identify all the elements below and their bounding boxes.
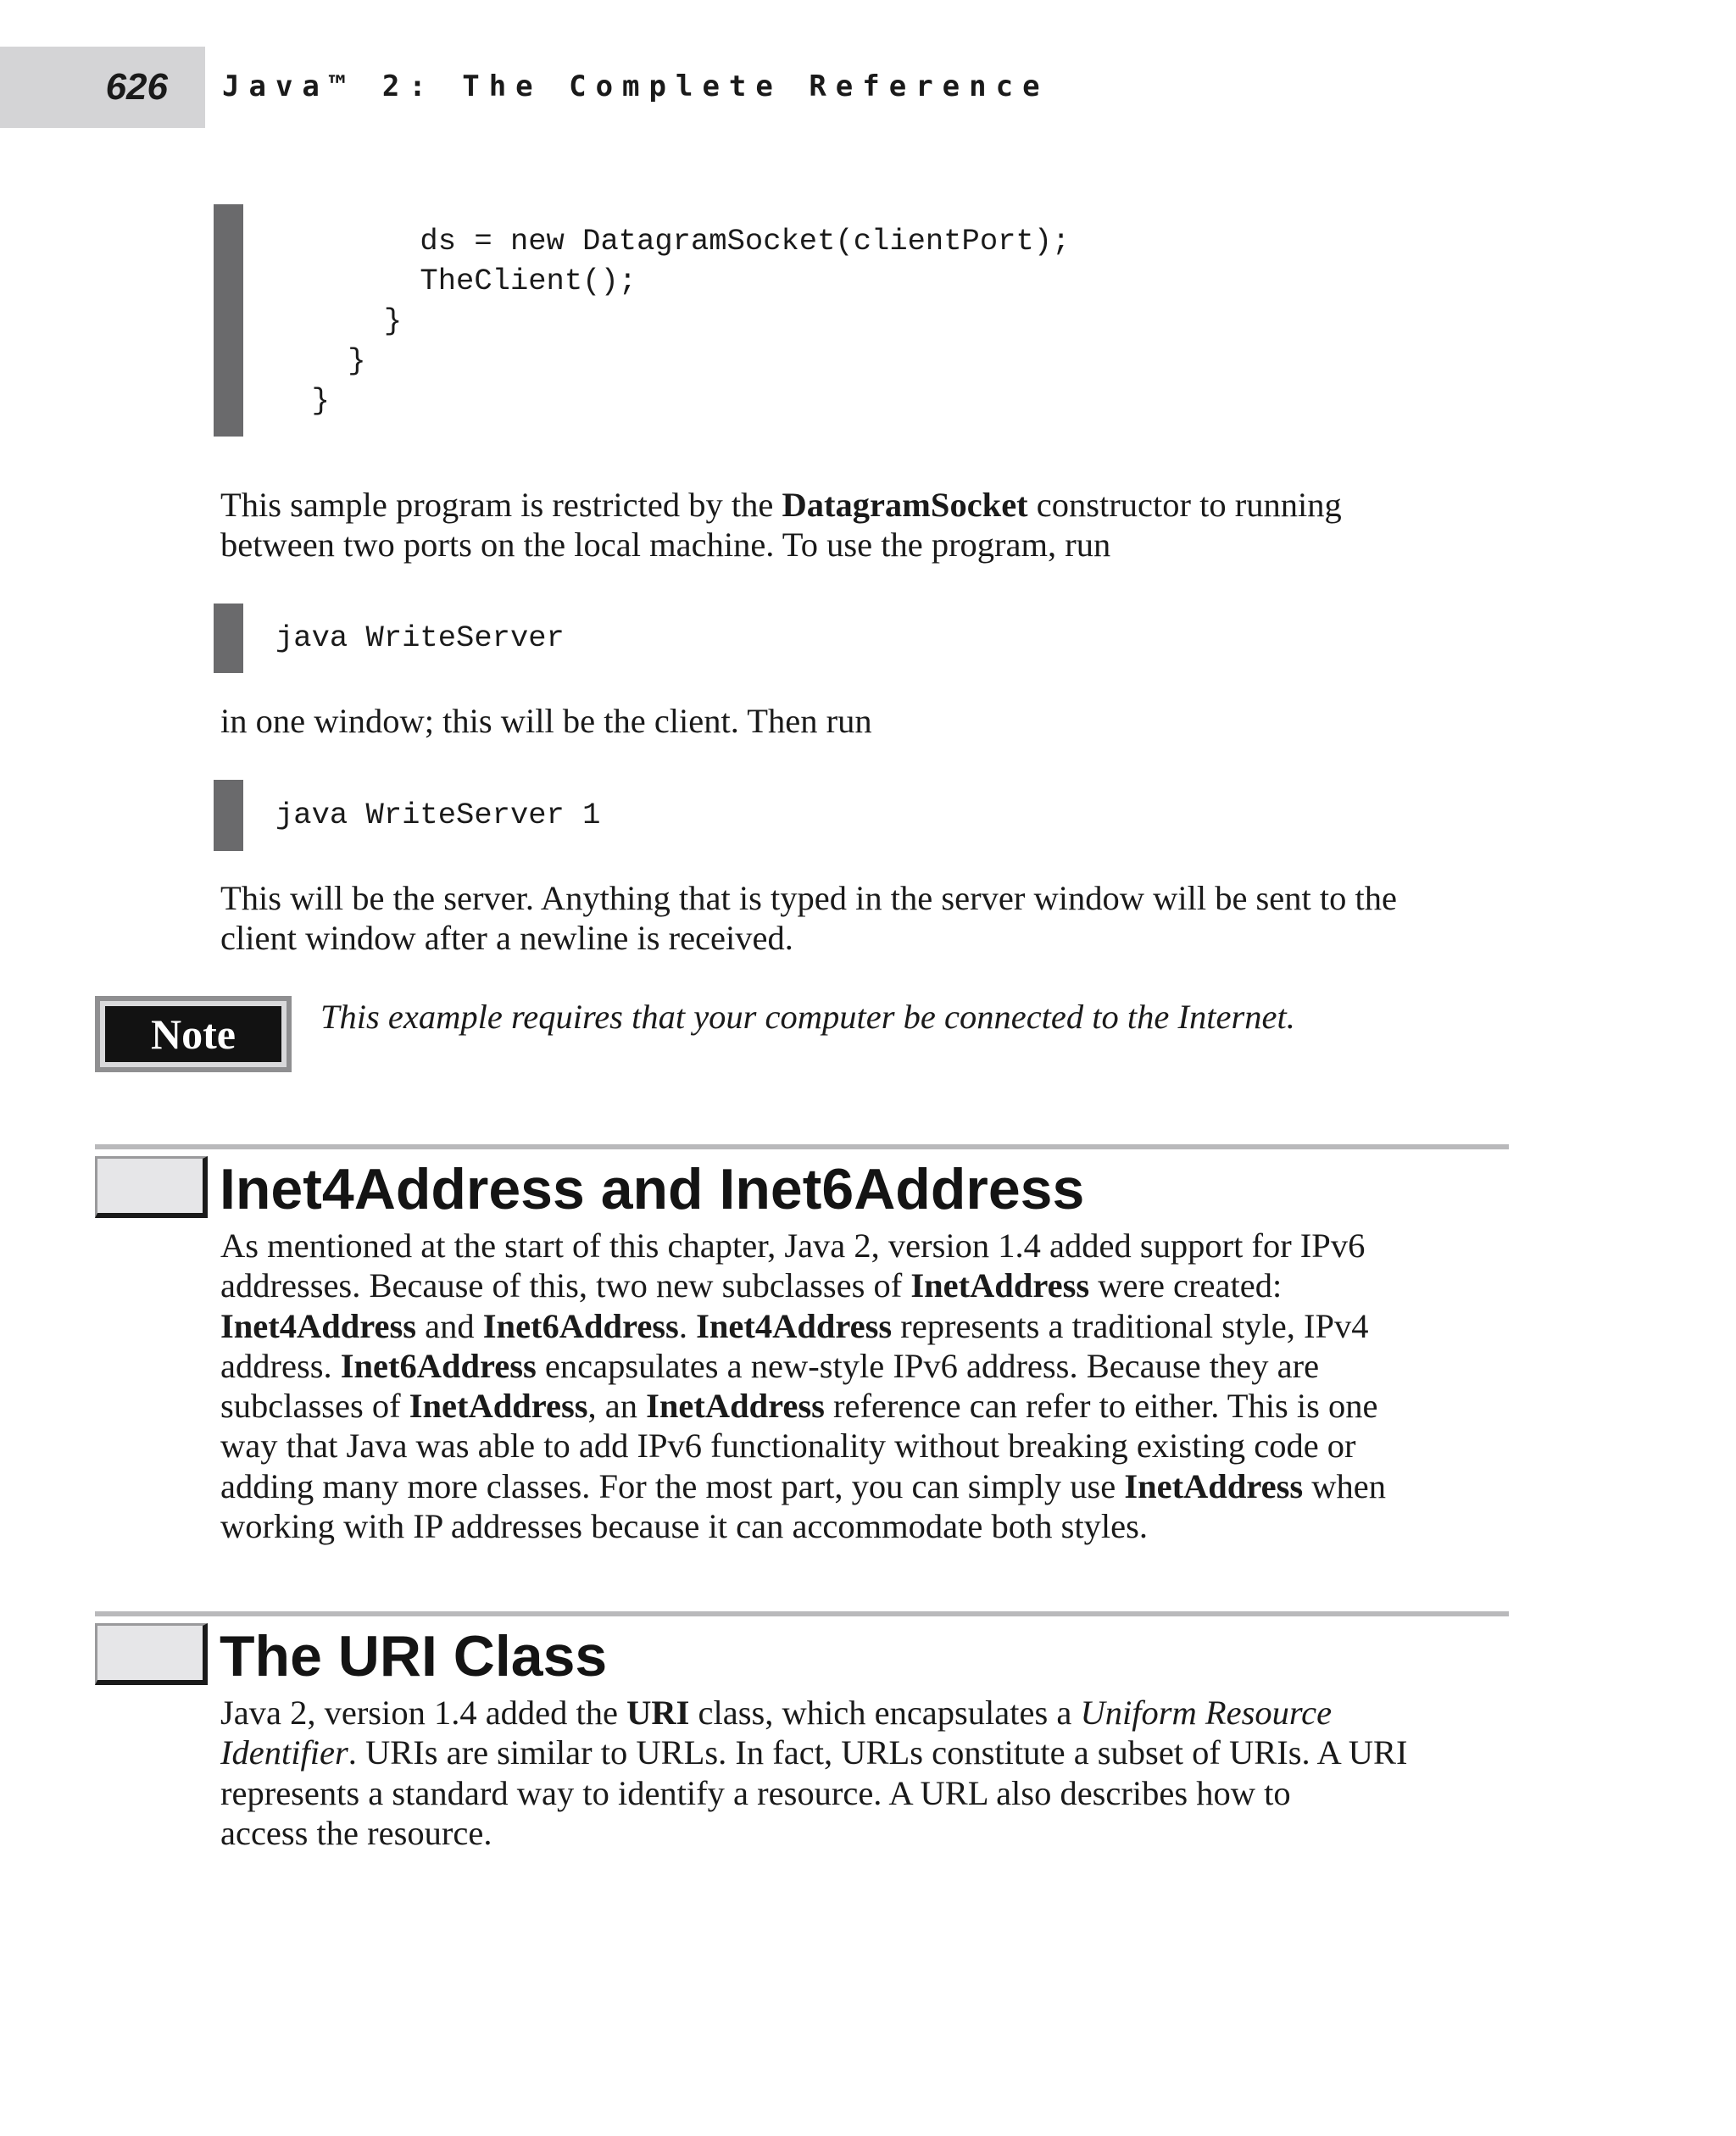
note-text: This example requires that your computer be connected to the Internet. bbox=[320, 998, 1295, 1036]
paragraph-line: way that Java was able to add IPv6 functionality without breaking existing code or bbox=[220, 1427, 1356, 1466]
section-marker bbox=[95, 1623, 208, 1685]
paragraph-line: working with IP addresses because it can accommodate both styles. bbox=[220, 1507, 1148, 1546]
paragraph-line bbox=[220, 1693, 1543, 1733]
section-heading-inet-address: Inet4Address and Inet6Address bbox=[220, 1157, 1085, 1221]
text-run: . bbox=[678, 1306, 697, 1345]
paragraph-line bbox=[220, 485, 1543, 525]
code-line: } bbox=[275, 343, 366, 378]
class-name-inetaddress: InetAddress bbox=[646, 1387, 825, 1426]
text-run: class, which encapsulates a bbox=[689, 1694, 1081, 1732]
paragraph-line bbox=[220, 1466, 1543, 1506]
note-label: Note bbox=[105, 1006, 281, 1062]
code-block-2-text: java WriteServer bbox=[275, 620, 565, 655]
text-run: were created: bbox=[1089, 1266, 1283, 1305]
code-line: ds = new DatagramSocket(clientPort); bbox=[275, 224, 1071, 259]
text-run: . URIs are similar to URLs. In fact, URLs constitute a subset of URIs. A URI bbox=[348, 1733, 1408, 1772]
paragraph-line bbox=[220, 1346, 1543, 1386]
term-uniform-resource: Uniform Resource bbox=[1080, 1694, 1333, 1732]
paragraph-line: between two ports on the local machine. To use the program, run bbox=[220, 526, 1111, 565]
section-heading-uri-class: The URI Class bbox=[220, 1624, 608, 1688]
paragraph-line: access the resource. bbox=[220, 1813, 492, 1852]
class-name-inetaddress: InetAddress bbox=[409, 1387, 588, 1426]
paragraph-line bbox=[220, 1306, 1543, 1346]
class-name-uri: URI bbox=[626, 1694, 690, 1732]
paragraph-client-window bbox=[220, 701, 1543, 741]
class-name-inetaddress: InetAddress bbox=[910, 1266, 1090, 1305]
paragraph-inet-address bbox=[220, 1226, 1543, 1546]
text-run: and bbox=[416, 1306, 483, 1345]
term-identifier: Identifier bbox=[220, 1733, 348, 1772]
paragraph-line: As mentioned at the start of this chapter, Java 2, version 1.4 added support for IPv6 bbox=[220, 1227, 1366, 1265]
text-run: constructor to running bbox=[1027, 486, 1342, 524]
page-number: 626 bbox=[105, 66, 168, 108]
code-line: } bbox=[275, 303, 403, 338]
text-run: address. bbox=[220, 1346, 341, 1385]
code-block-1 bbox=[214, 204, 1070, 437]
paragraph-line: client window after a newline is received. bbox=[220, 919, 793, 958]
code-line: } bbox=[275, 383, 330, 418]
code-block-1-text bbox=[243, 204, 1070, 420]
text-run: This sample program is restricted by the bbox=[220, 486, 782, 524]
paragraph-line: This will be the server. Anything that is typed in the server window will be sent to the bbox=[220, 879, 1398, 917]
paragraph-line: represents a standard way to identify a resource. A URL also describes how to bbox=[220, 1773, 1291, 1812]
section-rule bbox=[95, 1611, 1509, 1616]
text-run: subclasses of bbox=[220, 1387, 409, 1426]
text-run: when bbox=[1303, 1466, 1386, 1505]
note-badge-frame bbox=[100, 1001, 287, 1067]
code-block-3-text: java WriteServer 1 bbox=[275, 798, 601, 832]
text-run: Java 2, version 1.4 added the bbox=[220, 1694, 627, 1732]
text-run: , an bbox=[587, 1387, 647, 1426]
paragraph-datagram-restriction bbox=[220, 485, 1543, 565]
paragraph-line: in one window; this will be the client. Then run bbox=[220, 702, 872, 740]
class-name-inetaddress: InetAddress bbox=[1124, 1466, 1304, 1505]
paragraph-line bbox=[220, 1386, 1543, 1426]
code-line: TheClient(); bbox=[275, 264, 637, 298]
section-rule bbox=[95, 1144, 1509, 1149]
text-run: reference can refer to either. This is one bbox=[824, 1387, 1378, 1426]
running-title: Java™ 2: The Complete Reference bbox=[222, 70, 1049, 103]
text-run: represents a traditional style, IPv4 bbox=[892, 1306, 1369, 1345]
class-name-inet6address: Inet6Address bbox=[340, 1346, 537, 1385]
paragraph-uri-class bbox=[220, 1693, 1543, 1853]
code-block-3 bbox=[214, 780, 600, 851]
text-run: adding many more classes. For the most part, you can simply use bbox=[220, 1466, 1125, 1505]
paragraph-line bbox=[220, 1733, 1543, 1772]
text-run: encapsulates a new-style IPv6 address. Because they are bbox=[536, 1346, 1320, 1385]
code-block-2 bbox=[214, 604, 565, 673]
paragraph-server-window bbox=[220, 878, 1543, 959]
paragraph-line bbox=[220, 1265, 1543, 1305]
section-marker bbox=[95, 1156, 208, 1218]
text-run: addresses. Because of this, two new subclasses of bbox=[220, 1266, 911, 1305]
class-name-datagramsocket: DatagramSocket bbox=[782, 486, 1028, 524]
class-name-inet4address: Inet4Address bbox=[696, 1306, 893, 1345]
class-name-inet4address: Inet4Address bbox=[220, 1306, 417, 1345]
note-badge bbox=[95, 996, 292, 1072]
class-name-inet6address: Inet6Address bbox=[482, 1306, 679, 1345]
